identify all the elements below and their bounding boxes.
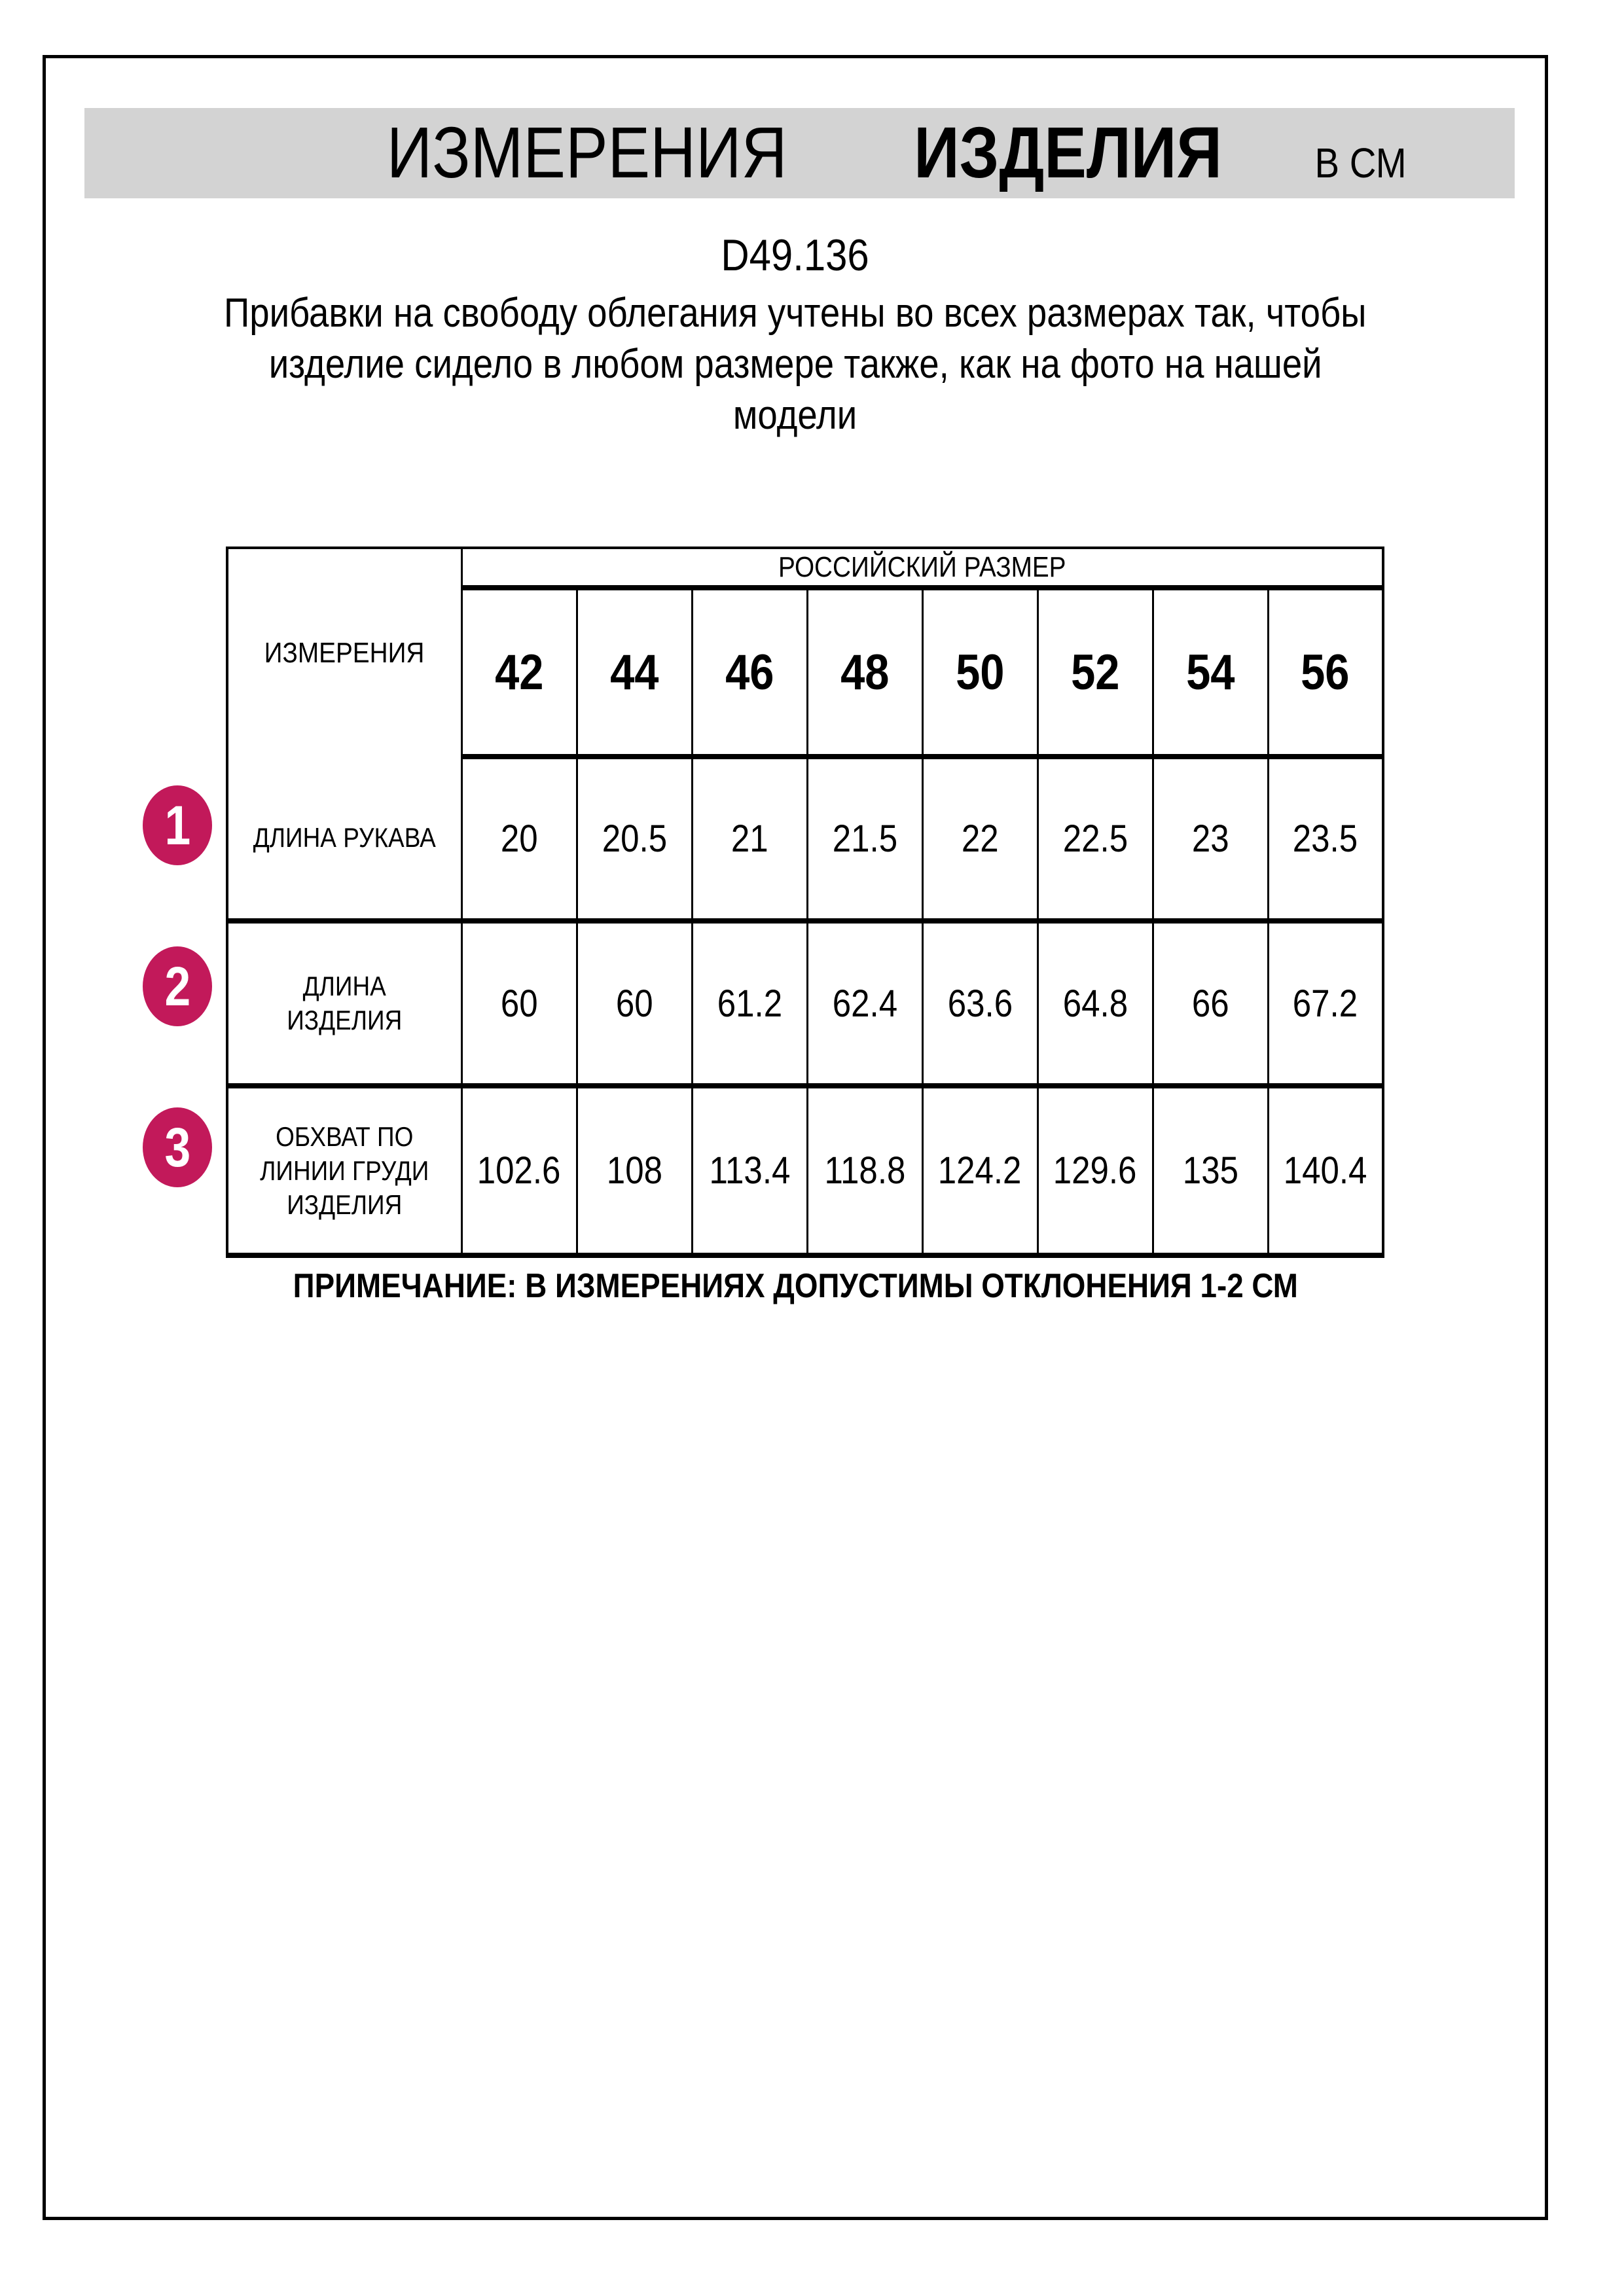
value-cell: 22.5 xyxy=(1038,757,1153,921)
value-cell: 61.2 xyxy=(692,921,807,1086)
value-cell: 20.5 xyxy=(577,757,692,921)
row-label-cell xyxy=(227,1086,461,1255)
value-cell: 108 xyxy=(577,1086,692,1255)
row-label-line: ЛИНИИ ГРУДИ xyxy=(260,1155,429,1186)
row-label-line: ДЛИНА xyxy=(302,971,386,1001)
badge-number: 3 xyxy=(164,1116,190,1178)
value-cell: 60 xyxy=(461,921,577,1086)
value-cell: 67.2 xyxy=(1268,921,1383,1086)
value-cell: 21 xyxy=(692,757,807,921)
row-number-badge-1 xyxy=(143,785,212,865)
size-header-text: 48 xyxy=(840,644,890,700)
russian-size-header-text: РОССИЙСКИЙ РАЗМЕР xyxy=(778,550,1066,583)
intro-line xyxy=(43,339,1548,390)
row-label-line: ДЛИНА РУКАВА xyxy=(253,821,436,853)
table-row-item-length xyxy=(227,921,1383,1086)
title-word-izdeliya: ИЗДЕЛИЯ xyxy=(914,113,1223,193)
size-header-text: 50 xyxy=(955,644,1005,700)
size-header-text: 54 xyxy=(1185,644,1235,700)
row-label-line: ИЗДЕЛИЯ xyxy=(287,1189,403,1220)
table-row-sleeve-length xyxy=(227,757,1383,921)
note-text xyxy=(43,1266,1548,1306)
intro-line-text: Прибавки на свободу облегания учтены во всех размерах так, чтобы xyxy=(224,291,1367,336)
size-header-text: 44 xyxy=(609,644,659,700)
title-word-izmereniya: ИЗМЕРЕНИЯ xyxy=(386,113,787,193)
corner-header-cell xyxy=(227,548,461,757)
value-cell: 23 xyxy=(1153,757,1268,921)
size-column-header xyxy=(807,588,922,757)
row-number-badge-3 xyxy=(143,1107,212,1187)
size-column-header xyxy=(461,588,577,757)
row-label-line: ОБХВАТ ПО xyxy=(276,1121,414,1152)
russian-size-header-cell xyxy=(461,548,1383,588)
table-row-chest-girth xyxy=(227,1086,1383,1255)
row-label-cell xyxy=(227,921,461,1086)
size-column-header xyxy=(1268,588,1383,757)
badge-number: 1 xyxy=(164,794,190,856)
article-number-text: D49.136 xyxy=(721,230,870,280)
value-cell: 62.4 xyxy=(807,921,922,1086)
corner-header-text: ИЗМЕРЕНИЯ xyxy=(264,636,425,669)
value-cell: 140.4 xyxy=(1268,1086,1383,1255)
value-cell: 102.6 xyxy=(461,1086,577,1255)
size-header-text: 52 xyxy=(1070,644,1120,700)
value-cell: 118.8 xyxy=(807,1086,922,1255)
row-label-cell xyxy=(227,757,461,921)
size-column-header xyxy=(922,588,1038,757)
size-header-text: 46 xyxy=(725,644,774,700)
row-label-line: ИЗДЕЛИЯ xyxy=(287,1005,403,1035)
size-column-header xyxy=(692,588,807,757)
value-cell: 22 xyxy=(922,757,1038,921)
value-cell: 63.6 xyxy=(922,921,1038,1086)
value-cell: 23.5 xyxy=(1268,757,1383,921)
value-cell: 21.5 xyxy=(807,757,922,921)
size-column-header xyxy=(1038,588,1153,757)
value-cell: 60 xyxy=(577,921,692,1086)
row-number-badge-2 xyxy=(143,946,212,1026)
size-table xyxy=(226,547,1384,1258)
note-text-inner: ПРИМЕЧАНИЕ: В ИЗМЕРЕНИЯХ ДОПУСТИМЫ ОТКЛОНЕНИЯ 1-2 СМ xyxy=(293,1267,1298,1305)
intro-paragraph xyxy=(43,288,1548,441)
size-column-header xyxy=(1153,588,1268,757)
value-cell: 113.4 xyxy=(692,1086,807,1255)
size-header-text: 56 xyxy=(1301,644,1350,700)
value-cell: 64.8 xyxy=(1038,921,1153,1086)
intro-line-text: модели xyxy=(733,393,857,438)
value-cell: 66 xyxy=(1153,921,1268,1086)
value-cell: 124.2 xyxy=(922,1086,1038,1255)
size-column-header xyxy=(577,588,692,757)
intro-line xyxy=(43,390,1548,441)
intro-line xyxy=(43,288,1548,339)
value-cell: 135 xyxy=(1153,1086,1268,1255)
badge-number: 2 xyxy=(164,955,190,1017)
intro-line-text: изделие сидело в любом размере также, как на фото на нашей xyxy=(268,342,1322,387)
size-header-text: 42 xyxy=(494,644,544,700)
title-unit-v-sm: В СМ xyxy=(1314,139,1407,187)
value-cell: 20 xyxy=(461,757,577,921)
title-bar xyxy=(84,108,1515,198)
article-number xyxy=(43,229,1548,281)
value-cell: 129.6 xyxy=(1038,1086,1153,1255)
